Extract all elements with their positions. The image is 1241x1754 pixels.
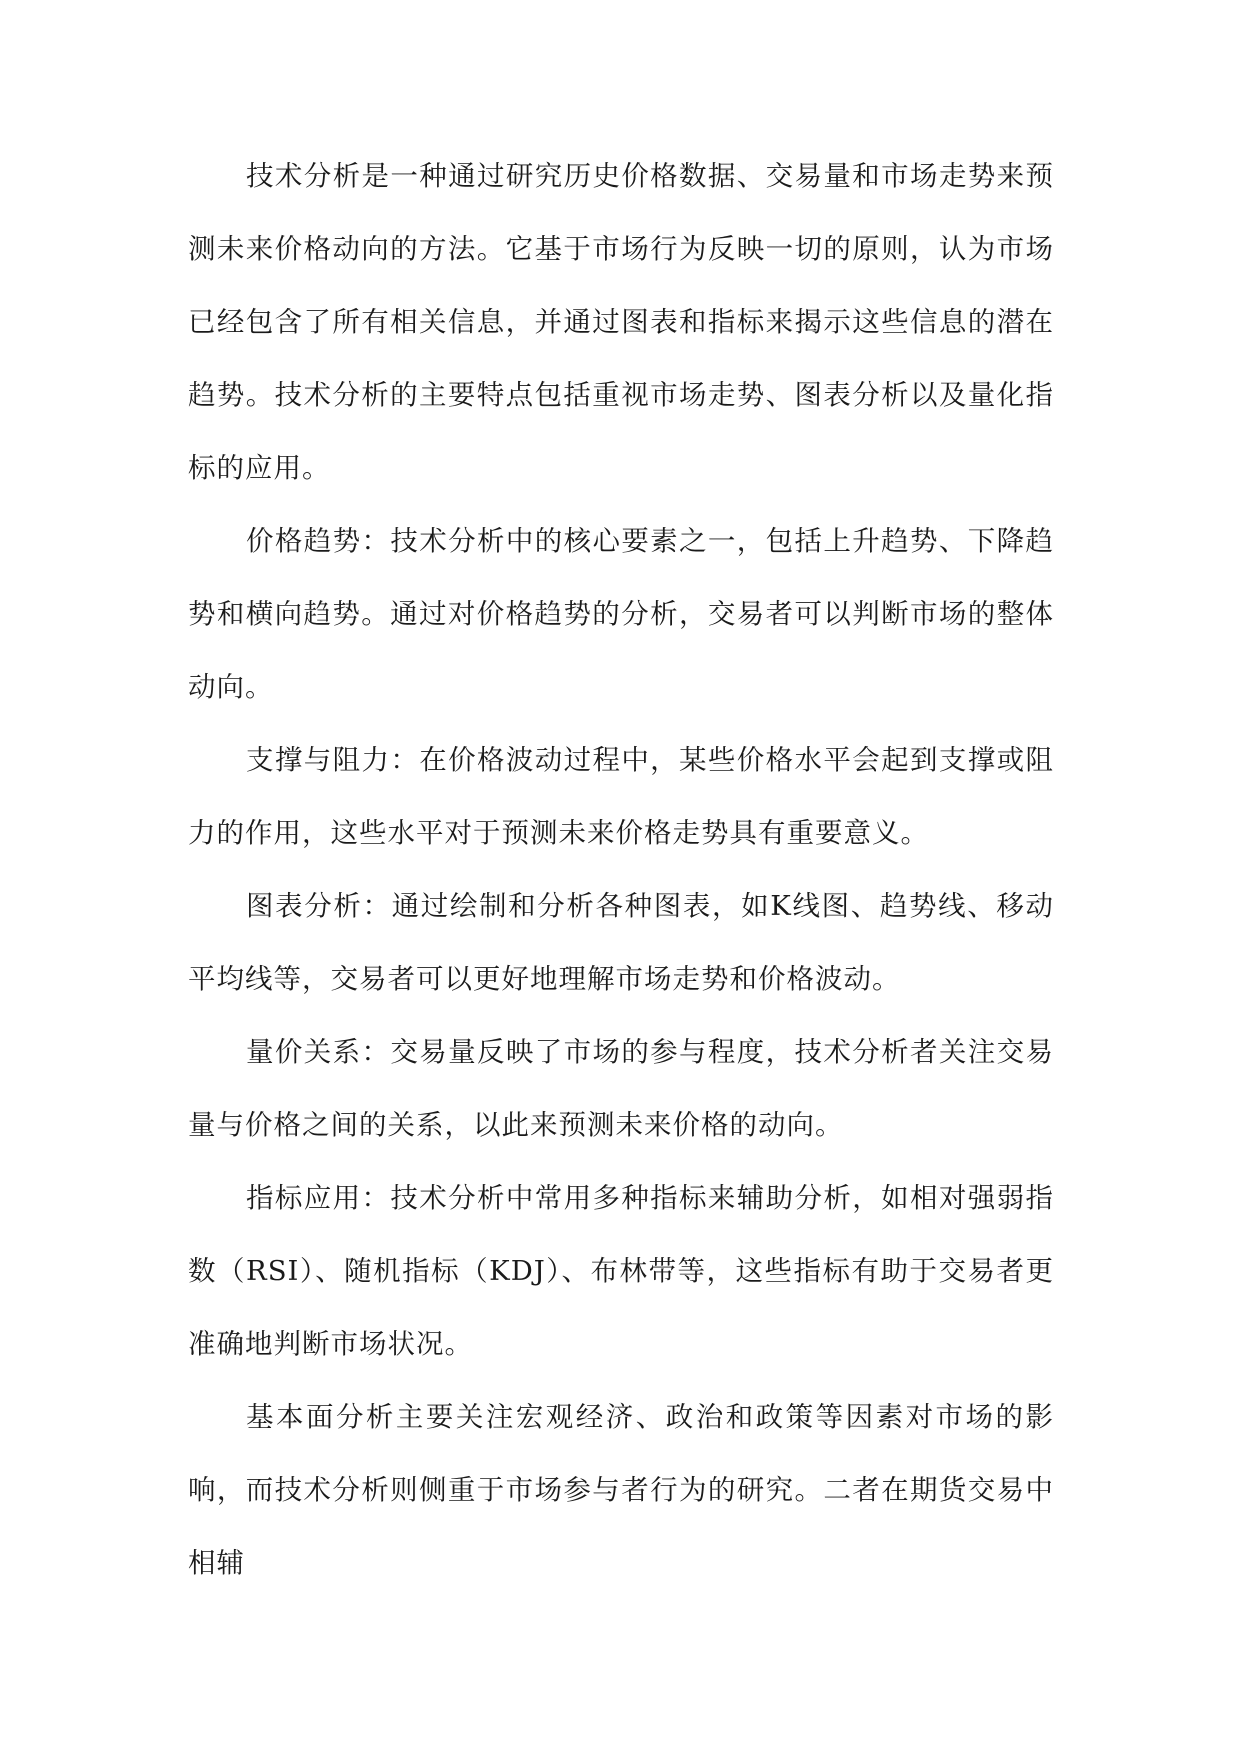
paragraph-intro: 技术分析是一种通过研究历史价格数据、交易量和市场走势来预测未来价格动向的方法。它基于市场行为反映一切的原则，认为市场已经包含了所有相关信息，并通过图表和指标来揭示这些信息的潜在趋势。技术分析的主要特点包括重视市场走势、图表分析以及量化指标的应用。 [188, 160, 1054, 484]
paragraph-volume-price: 量价关系：交易量反映了市场的参与程度，技术分析者关注交易量与价格之间的关系，以此来预测未来价格的动向。 [188, 1036, 1054, 1141]
paragraph-indicators: 指标应用：技术分析中常用多种指标来辅助分析，如相对强弱指数（RSI）、随机指标（KDJ）、布林带等，这些指标有助于交易者更准确地判断市场状况。 [188, 1182, 1054, 1360]
paragraph-support-resistance: 支撑与阻力：在价格波动过程中，某些价格水平会起到支撑或阻力的作用，这些水平对于预测未来价格走势具有重要意义。 [188, 744, 1054, 849]
document-body [188, 140, 1054, 1600]
paragraph-fundamental-vs-technical: 基本面分析主要关注宏观经济、政治和政策等因素对市场的影响，而技术分析则侧重于市场参与者行为的研究。二者在期货交易中相辅 [188, 1401, 1054, 1579]
paragraph-chart-analysis: 图表分析：通过绘制和分析各种图表，如K线图、趋势线、移动平均线等，交易者可以更好地理解市场走势和价格波动。 [188, 890, 1054, 995]
paragraph-price-trend: 价格趋势：技术分析中的核心要素之一，包括上升趋势、下降趋势和横向趋势。通过对价格趋势的分析，交易者可以判断市场的整体动向。 [188, 525, 1054, 703]
